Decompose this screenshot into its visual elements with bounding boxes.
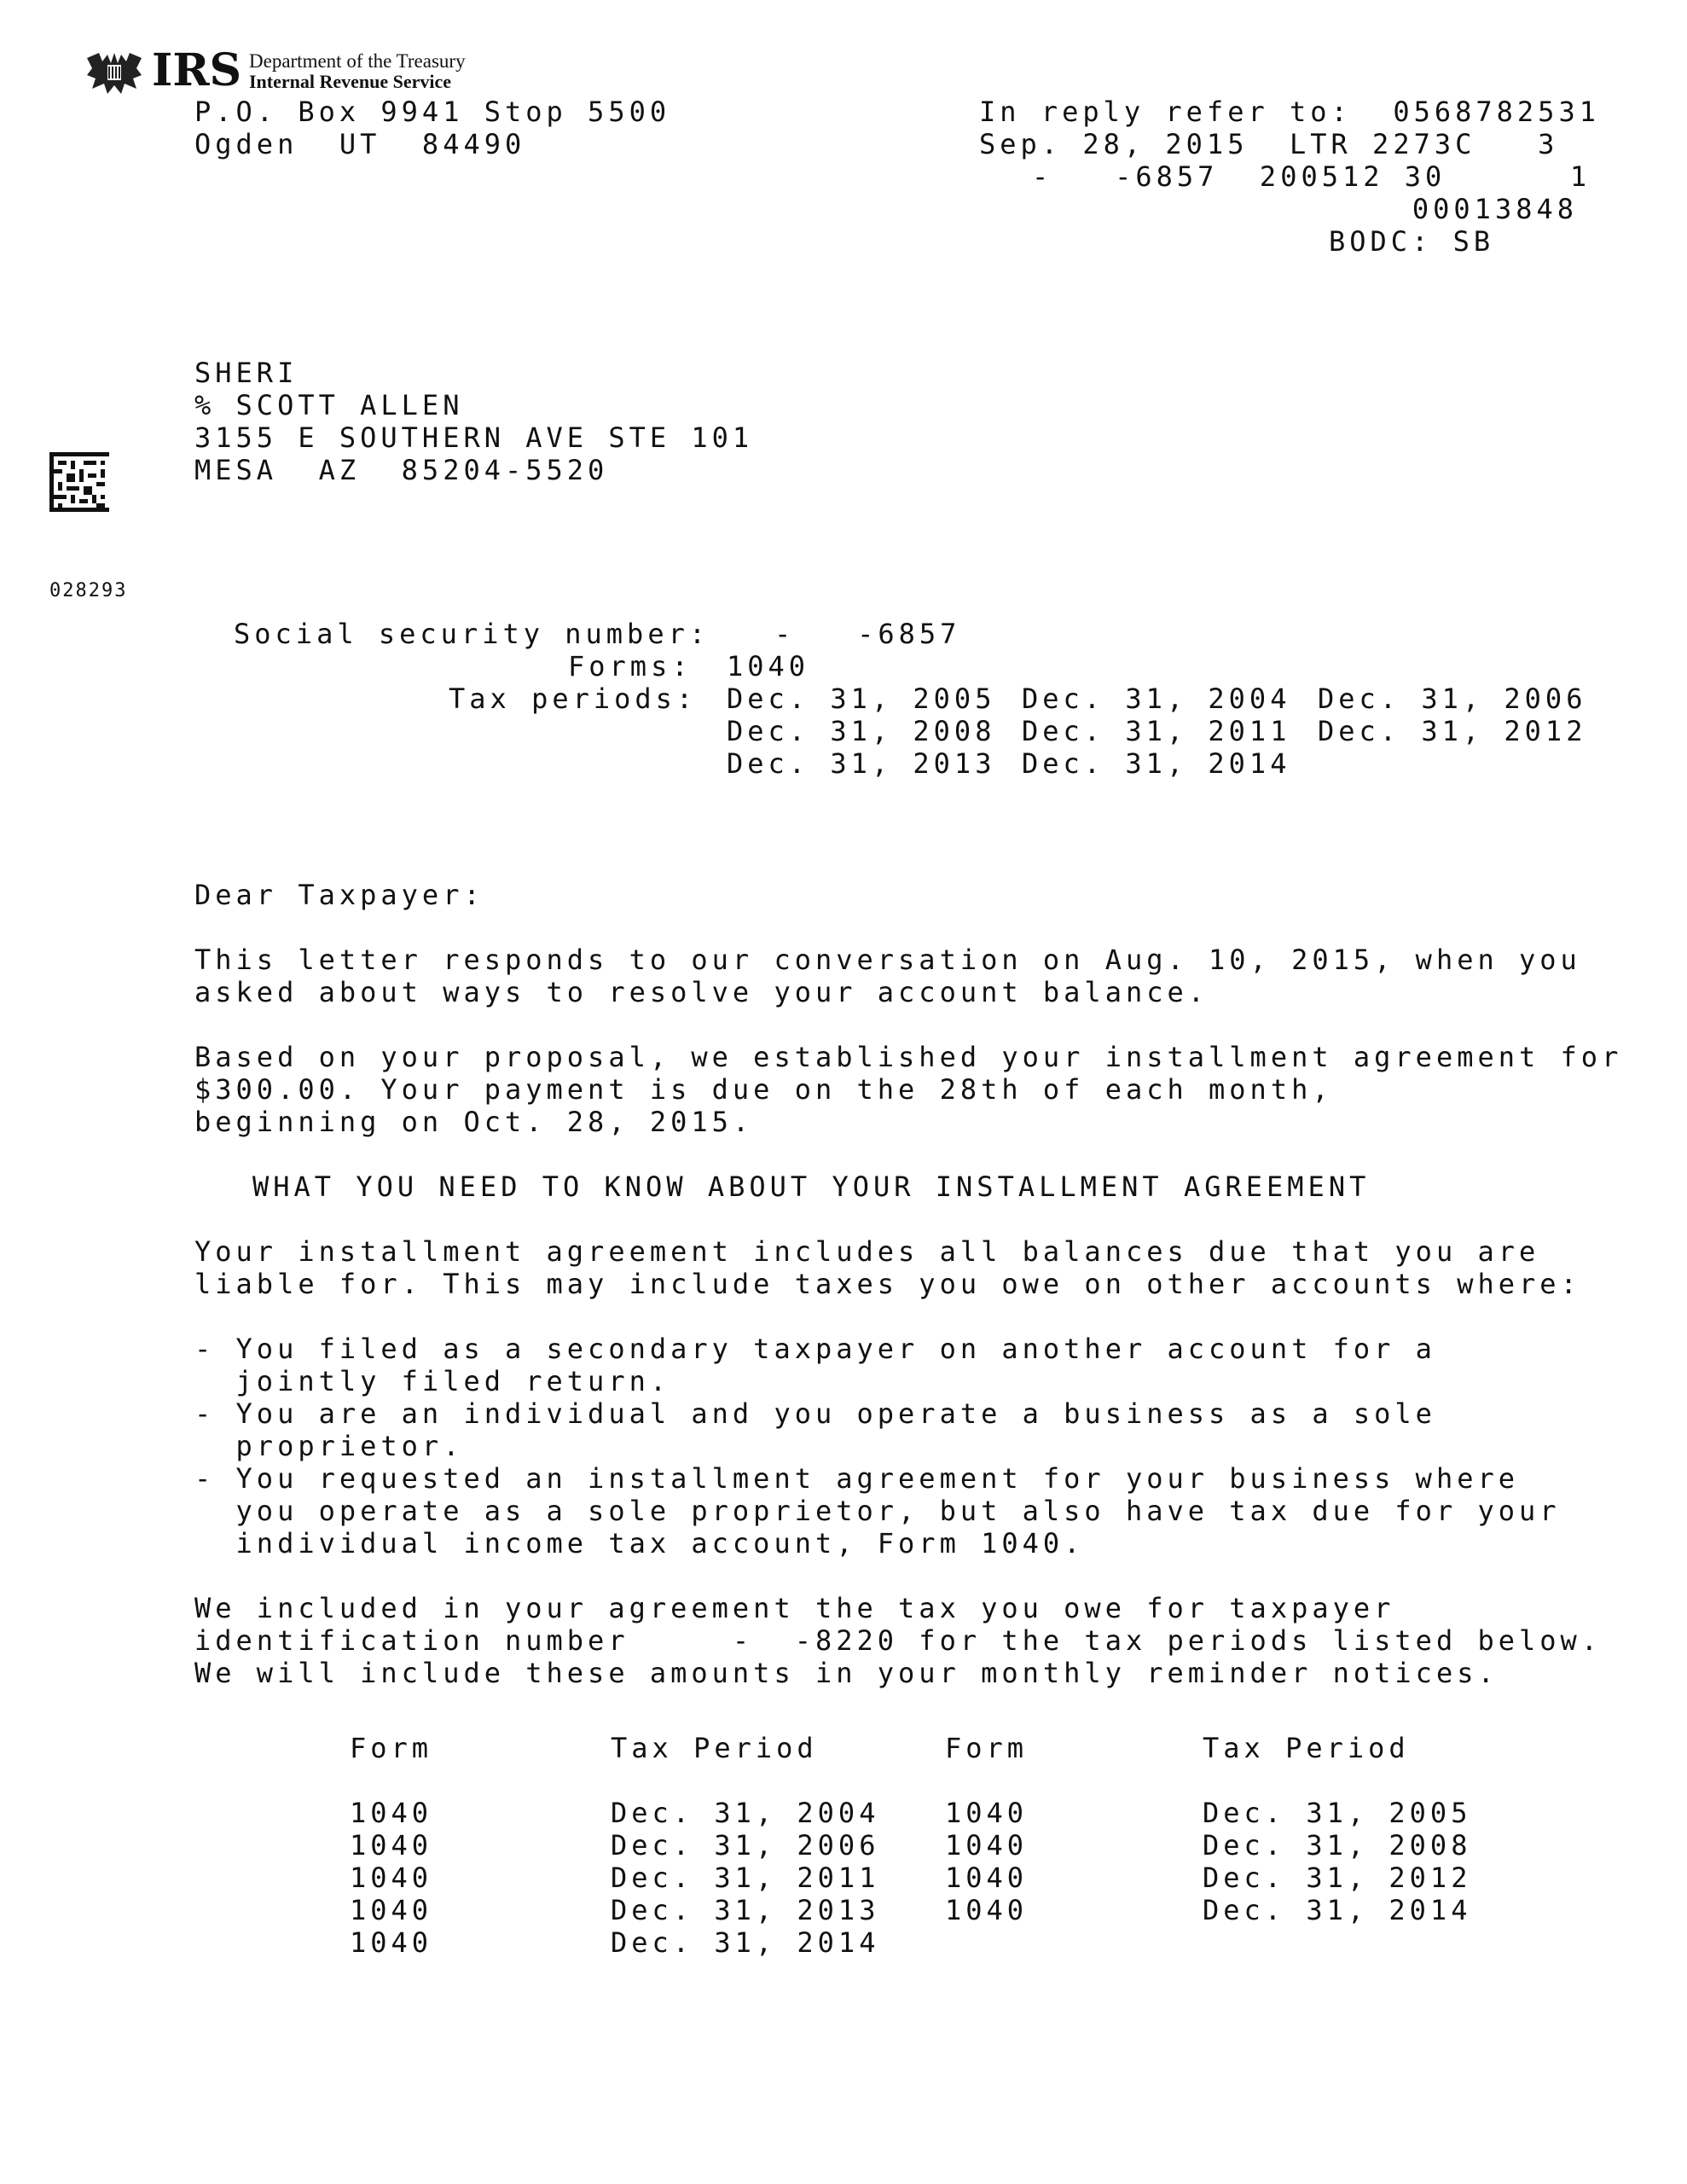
tax-period: Dec. 31, 2012 <box>1318 715 1587 747</box>
bodc-code: BODC: SB <box>1329 225 1495 258</box>
reply-ref-line <box>979 96 1600 128</box>
table-header: Tax Period <box>1203 1732 1410 1764</box>
table-cell: Dec. 31, 2014 <box>1203 1894 1472 1926</box>
sender-address-line2: Ogden UT 84490 <box>194 128 526 160</box>
letter-number: 3 <box>1538 128 1559 160</box>
table-cell: Dec. 31, 2011 <box>611 1862 880 1894</box>
table-header: Form <box>945 1732 1029 1764</box>
tax-period: Dec. 31, 2006 <box>1318 682 1587 715</box>
table-cell: Dec. 31, 2005 <box>1203 1797 1472 1829</box>
code-2: 1 <box>1569 160 1591 193</box>
forms-value: 1040 <box>727 650 810 682</box>
table-row <box>350 1894 1471 1926</box>
code-line <box>1032 160 1591 193</box>
tax-period: Dec. 31, 2013 <box>727 747 996 780</box>
barcode-2d <box>49 452 109 512</box>
tax-periods-label: Tax periods: <box>449 682 698 715</box>
side-code: 028293 <box>49 580 128 601</box>
paragraph-line: liable for. This may include taxes you owe on other accounts where: <box>194 1268 1581 1300</box>
paragraph-line: Based on your proposal, we established your installment agreement for <box>194 1041 1623 1073</box>
ssn-value: - -6857 <box>774 618 961 650</box>
table-cell: Dec. 31, 2012 <box>1203 1862 1472 1894</box>
table-cell: 1040 <box>350 1862 433 1894</box>
table-cell: 1040 <box>945 1862 1029 1894</box>
table-cell: Dec. 31, 2008 <box>1203 1829 1472 1862</box>
section-heading: WHAT YOU NEED TO KNOW ABOUT YOUR INSTALLMENT AGREEMENT <box>252 1170 1371 1203</box>
table-cell: 1040 <box>945 1894 1029 1926</box>
table-cell <box>1203 1926 1471 1959</box>
bullet-line: you operate as a sole proprietor, but also have tax due for your <box>194 1495 1561 1527</box>
table-cell: Dec. 31, 2004 <box>611 1797 880 1829</box>
recipient-line2: % SCOTT ALLEN <box>194 389 464 421</box>
paragraph-line: We will include these amounts in your monthly reminder notices. <box>194 1657 1499 1689</box>
table-cell: 1040 <box>350 1829 433 1862</box>
tax-period: Dec. 31, 2004 <box>1022 682 1291 715</box>
table-cell: Dec. 31, 2013 <box>611 1894 880 1926</box>
bullet-line: - You requested an installment agreement for your business where <box>194 1462 1519 1495</box>
bullet-line: individual income tax account, Form 1040. <box>194 1527 1085 1560</box>
paragraph-line: $300.00. Your payment is due on the 28th of each month, <box>194 1073 1333 1106</box>
table-row <box>350 1797 1471 1829</box>
paragraph-line: identification number - -8220 for the tax periods listed below. <box>194 1624 1603 1657</box>
control-number: 00013848 <box>1412 193 1578 225</box>
recipient-line3: 3155 E SOUTHERN AVE STE 101 <box>194 421 754 454</box>
paragraph-line: This letter responds to our conversation on Aug. 10, 2015, when you <box>194 944 1581 976</box>
code-1: 200512 30 <box>1259 160 1446 193</box>
recipient-line4: MESA AZ 85204-5520 <box>194 454 609 486</box>
paragraph-line: asked about ways to resolve your account balance. <box>194 976 1209 1008</box>
bullet-line: - You filed as a secondary taxpayer on another account for a <box>194 1333 1436 1365</box>
tax-period: Dec. 31, 2005 <box>727 682 996 715</box>
reply-number: 0568782531 <box>1393 96 1600 128</box>
eagle-icon <box>84 49 145 96</box>
table-cell: 1040 <box>945 1797 1029 1829</box>
table-cell: 1040 <box>350 1797 433 1829</box>
tax-period-table <box>350 1732 1471 1959</box>
service-line: Internal Revenue Service <box>249 71 452 92</box>
table-row <box>350 1862 1471 1894</box>
paragraph-line: beginning on Oct. 28, 2015. <box>194 1106 754 1138</box>
letter-date: Sep. 28, 2015 <box>979 128 1249 160</box>
dept-line: Department of the Treasury <box>249 50 466 72</box>
paragraph-line: We included in your agreement the tax you owe for taxpayer <box>194 1592 1395 1624</box>
table-row <box>350 1829 1471 1862</box>
forms-label: Forms: <box>568 650 693 682</box>
table-cell: Dec. 31, 2006 <box>611 1829 880 1862</box>
bullet-line: jointly filed return. <box>194 1365 671 1397</box>
table-row <box>350 1926 1471 1959</box>
table-header: Tax Period <box>611 1732 818 1764</box>
table-cell: 1040 <box>945 1829 1029 1862</box>
table-cell <box>945 1926 1203 1959</box>
bullet-line: - You are an individual and you operate a business as a sole <box>194 1397 1436 1430</box>
paragraph-line: Your installment agreement includes all balances due that you are <box>194 1235 1540 1268</box>
table-header-row <box>350 1732 1471 1797</box>
salutation: Dear Taxpayer: <box>194 879 484 911</box>
tax-period: Dec. 31, 2014 <box>1022 747 1291 780</box>
ssn-fragment-ref: - -6857 <box>1032 160 1219 193</box>
letter-code: LTR 2273C <box>1289 128 1476 160</box>
irs-logo <box>84 44 527 99</box>
sender-address-line1: P.O. Box 9941 Stop 5500 <box>194 96 671 128</box>
table-cell: Dec. 31, 2014 <box>611 1926 880 1959</box>
table-header: Form <box>350 1732 433 1764</box>
table-cell: 1040 <box>350 1926 433 1959</box>
tax-period: Dec. 31, 2008 <box>727 715 996 747</box>
tax-period: Dec. 31, 2011 <box>1022 715 1291 747</box>
irs-wordmark: IRS <box>152 44 242 96</box>
ssn-label: Social security number: <box>234 618 710 650</box>
reply-label: In reply refer to: <box>979 96 1352 128</box>
date-line <box>979 128 1558 160</box>
recipient-line1: SHERI <box>194 357 299 389</box>
table-cell: 1040 <box>350 1894 433 1926</box>
bullet-line: proprietor. <box>194 1430 464 1462</box>
